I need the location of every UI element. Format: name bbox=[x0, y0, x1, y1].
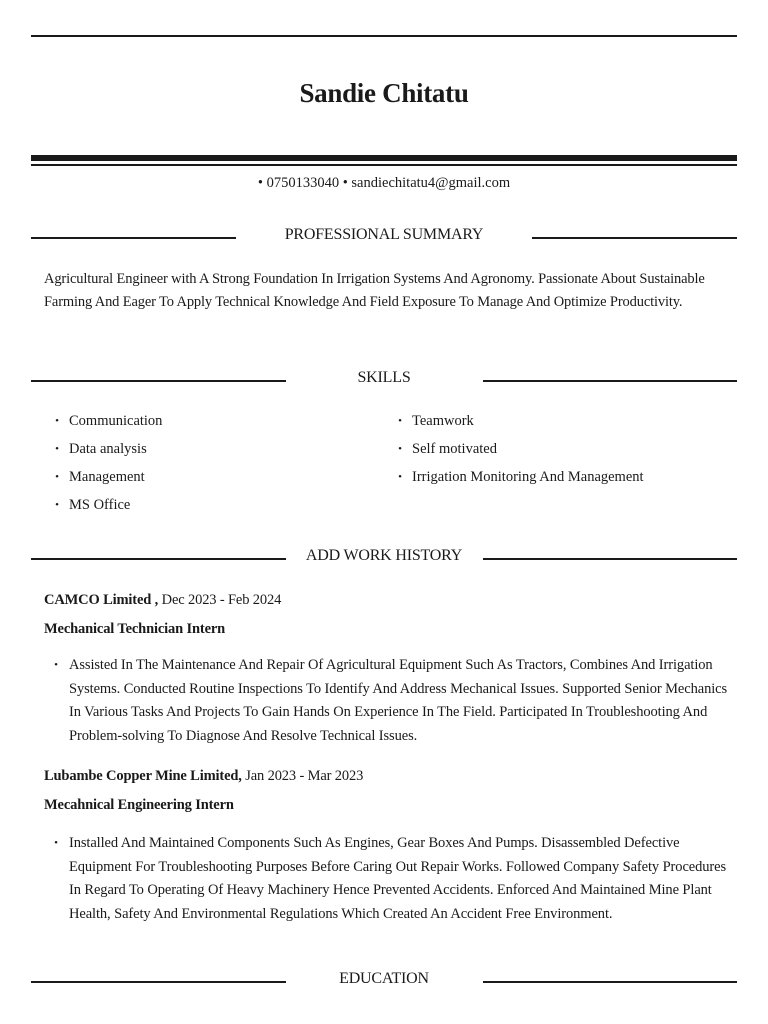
header-thick-rule bbox=[31, 155, 737, 161]
section-title-work: ADD WORK HISTORY bbox=[305, 547, 463, 564]
job-company: Lubambe Copper Mine Limited, bbox=[44, 768, 242, 784]
job-title: Mecahnical Engineering Intern bbox=[44, 797, 234, 813]
top-rule bbox=[31, 35, 737, 37]
section-title-summary: PROFESSIONAL SUMMARY bbox=[284, 226, 484, 243]
section-rule-right bbox=[483, 558, 737, 560]
section-rule-right bbox=[532, 237, 737, 239]
bullet-icon: • bbox=[398, 443, 402, 455]
skills-list-left bbox=[45, 410, 375, 522]
skill-item: • Management bbox=[45, 466, 375, 494]
bullet-icon: • bbox=[54, 659, 58, 671]
candidate-name: Sandie Chitatu bbox=[299, 78, 469, 108]
job-company: CAMCO Limited , bbox=[44, 592, 159, 608]
bullet-icon: • bbox=[55, 471, 59, 483]
section-header-education bbox=[31, 970, 737, 994]
bullet-icon: • bbox=[54, 837, 58, 849]
section-title-skills: SKILLS bbox=[357, 369, 411, 386]
job-title: Mechanical Technician Intern bbox=[44, 621, 226, 637]
bullet-icon: • bbox=[55, 499, 59, 511]
job-description bbox=[54, 832, 737, 926]
section-rule-right bbox=[483, 380, 737, 382]
section-header-work bbox=[31, 547, 737, 571]
section-title-education: EDUCATION bbox=[339, 970, 429, 987]
job-header bbox=[44, 768, 363, 785]
section-header-skills bbox=[31, 369, 737, 393]
section-rule-right bbox=[483, 981, 737, 983]
skill-item: • MS Office bbox=[45, 494, 375, 522]
job-dates: Jan 2023 - Mar 2023 bbox=[245, 768, 364, 784]
skill-item: • Self motivated bbox=[388, 438, 738, 466]
bullet-icon: • bbox=[55, 415, 59, 427]
bullet-icon: • bbox=[55, 443, 59, 455]
job-description bbox=[54, 654, 737, 748]
bullet-icon: • bbox=[398, 471, 402, 483]
contact-info: • 0750133040 • sandiechitatu4@gmail.com bbox=[257, 175, 511, 191]
header-thin-rule bbox=[31, 164, 737, 166]
job-header bbox=[44, 592, 281, 609]
section-header-summary bbox=[31, 226, 737, 250]
skill-item: • Irrigation Monitoring And Management bbox=[388, 466, 738, 494]
skill-item: • Teamwork bbox=[388, 410, 738, 438]
job-description-text: Installed And Maintained Components Such As Engines, Gear Boxes And Pumps. Disassembled Defective Equipment For Troubleshooting Purposes Before Caring Out Repair Works. Followed Company Safety Procedures In Regard To Operating Of Heavy Machinery Hence Prevented Accidents. Enforced And Maintained Mine Plant Health, Safety And Environmental Regulations Which Created An Accident Free Environment. bbox=[69, 835, 727, 922]
skill-item: • Communication bbox=[45, 410, 375, 438]
skill-item: • Data analysis bbox=[45, 438, 375, 466]
bullet-icon: • bbox=[398, 415, 402, 427]
job-description-text: Assisted In The Maintenance And Repair Of Agricultural Equipment Such As Tractors, Combines And Irrigation Systems. Conducted Routine Inspections To Identify And Address Mechanical Issues. Supported Senior Mechanics In Various Tasks And Projects To Gain Hands On Experience In The Field. Participated In Troubleshooting And Problem-solving To Diagnose And Resolve Technical Issues. bbox=[69, 657, 728, 744]
summary-text: Agricultural Engineer with A Strong Foundation In Irrigation Systems And Agronomy. Passionate About Sustainable Farming And Eager To Apply Technical Knowledge And Field Exposure To Manage And Optimize Productivity. bbox=[44, 271, 705, 310]
skills-list-right bbox=[388, 410, 738, 494]
job-dates: Dec 2023 - Feb 2024 bbox=[161, 592, 282, 608]
